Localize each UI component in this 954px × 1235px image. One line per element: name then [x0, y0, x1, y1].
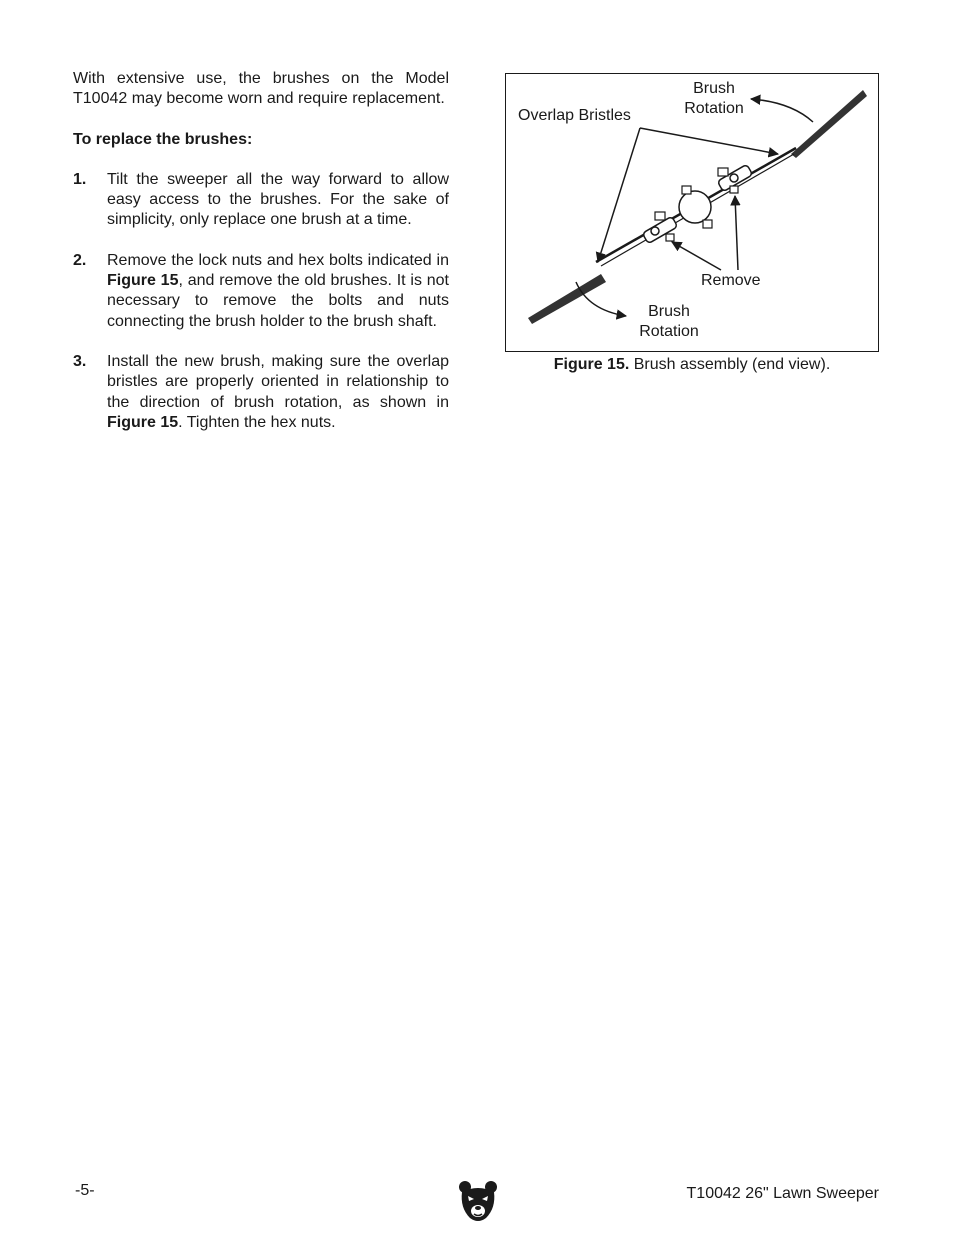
body-text-column [73, 69, 449, 453]
label-overlap-bristles: Overlap Bristles [518, 107, 631, 124]
procedure-heading: To replace the brushes: [73, 130, 253, 148]
step-number: 1. [73, 170, 87, 188]
label-brush-rotation-bottom-line2: Rotation [639, 323, 699, 340]
step-text: Tilt the sweeper all the way forward to allow easy access to the brushes. For the sake of simplicity, only replace one brush at a time. [107, 170, 449, 229]
brush-shaft [679, 191, 711, 223]
label-brush-rotation-bottom-line1: Brush [648, 303, 690, 320]
page-number: -5- [75, 1182, 95, 1199]
label-brush-rotation-top-line2: Rotation [684, 100, 744, 117]
step-text: Install the new brush, making sure the overlap bristles are properly oriented in relationship to the direction of brush rotation, as shown in Figure 15. Tighten the hex nuts. [107, 352, 449, 431]
step-3 [73, 352, 449, 433]
brush-assembly-figure [505, 73, 879, 352]
step-2 [73, 251, 449, 332]
label-brush-rotation-top-line1: Brush [693, 80, 735, 97]
brush-holder-left [642, 212, 677, 244]
rotation-arrow-top [751, 99, 813, 122]
footer-model-name: T10042 26" Lawn Sweeper [686, 1185, 879, 1202]
remove-leader-left [672, 242, 721, 270]
bear-logo-icon [458, 1180, 498, 1224]
figure-reference: Figure 15 [107, 272, 179, 290]
figure-reference: Figure 15 [107, 413, 179, 431]
intro-paragraph: With extensive use, the brushes on the Model T10042 may become worn and require replacement. [73, 70, 449, 108]
figure-caption [505, 355, 879, 375]
brush-holder-right [717, 164, 752, 193]
brush-bristles-upper [791, 90, 867, 158]
step-number: 3. [73, 352, 87, 370]
step-1 [73, 170, 449, 231]
overlap-leader-right [640, 128, 778, 154]
caption-figure-number: Figure 15. [553, 356, 630, 373]
remove-leader-right [735, 196, 738, 270]
step-number: 2. [73, 251, 87, 269]
label-remove: Remove [701, 272, 761, 289]
step-text: Remove the lock nuts and hex bolts indicated in Figure 15, and remove the old brushes. It is not necessary to remove the bolts and nuts connecting the brush holder to the brush shaft. [107, 251, 449, 330]
caption-text: Brush assembly (end view). [629, 356, 831, 373]
brush-bristles-lower [528, 274, 606, 324]
